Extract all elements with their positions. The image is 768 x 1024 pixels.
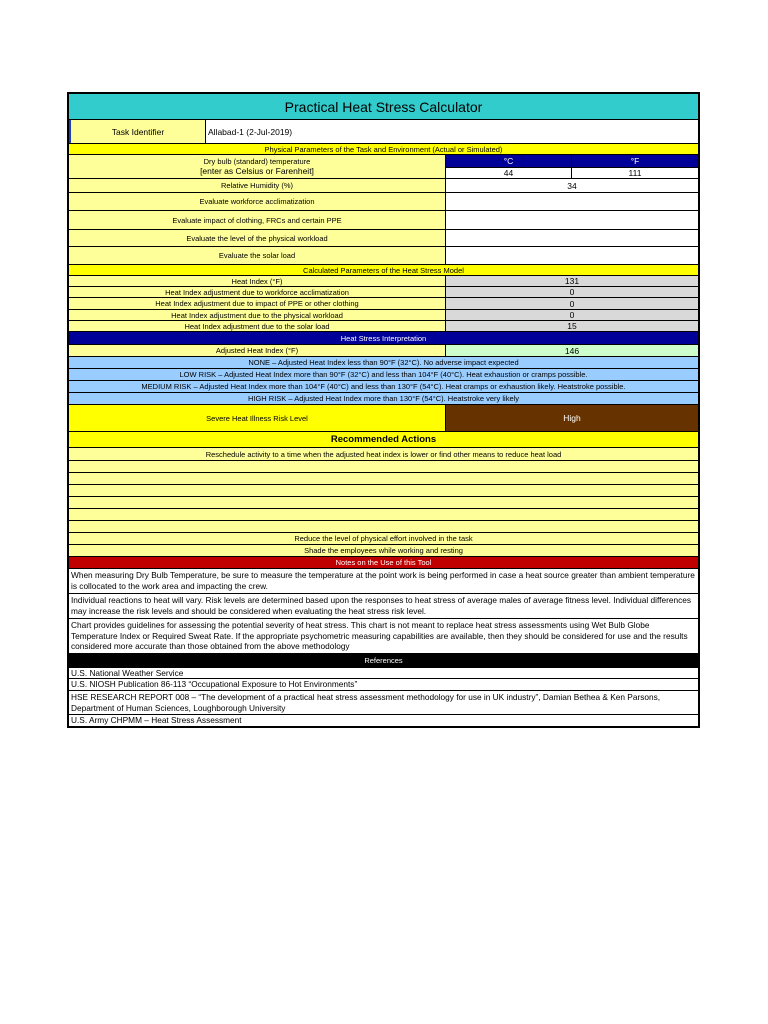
acclimatization-select[interactable] xyxy=(446,193,698,210)
action-item xyxy=(69,509,698,520)
celsius-header: °C xyxy=(446,155,572,167)
calc-value: 131 xyxy=(446,276,698,286)
dry-bulb-label: Dry bulb (standard) temperature xyxy=(203,157,311,166)
task-identifier-label: Task Identifier xyxy=(69,120,206,143)
workload-select[interactable] xyxy=(446,230,698,246)
severe-risk-label: Severe Heat Illness Risk Level xyxy=(69,405,446,431)
dry-bulb-label-cell xyxy=(69,155,446,178)
reference-item: U.S. National Weather Service xyxy=(71,668,184,678)
notes-header: Notes on the Use of this Tool xyxy=(69,557,698,568)
calc-label: Heat Index adjustment due to workforce acclimatization xyxy=(69,287,446,297)
action-item xyxy=(69,521,698,532)
interpretation-header: Heat Stress Interpretation xyxy=(69,332,698,344)
action-item: Shade the employees while working and resting xyxy=(69,545,698,556)
action-item: Reduce the level of physical effort involved in the task xyxy=(69,533,698,544)
dry-bulb-hint: [enter as Celsius or Farenheit] xyxy=(200,166,314,176)
heat-stress-sheet xyxy=(67,92,700,728)
temperature-block xyxy=(446,155,698,178)
risk-level-none: NONE – Adjusted Heat Index less than 90°F (32°C). No adverse impact expected xyxy=(69,357,698,368)
fahrenheit-header: °F xyxy=(572,155,698,167)
action-item xyxy=(69,473,698,484)
relative-humidity-input[interactable]: 34 xyxy=(567,180,577,191)
note-item: When measuring Dry Bulb Temperature, be sure to measure the temperature at the point work is being performed in case a heat source greater than ambient temperature is collocated to the work area and impacting the crew. xyxy=(71,570,695,591)
temperature-celsius-input[interactable]: 44 xyxy=(446,168,572,178)
calc-value: 0 xyxy=(446,310,698,320)
action-item xyxy=(69,497,698,508)
note-item: Chart provides guidelines for assessing the potential severity of heat stress. This chart is not meant to replace heat stress assessments using Wet Bulb Globe Temperature Index or Required Sweat Rate. If the appropriate psychometric measuring capabilities are available, then they should be considered for use and the results considered more accurate than those obtained from the above methodology xyxy=(71,620,688,651)
action-item xyxy=(69,461,698,472)
calculated-parameters-header: Calculated Parameters of the Heat Stress Model xyxy=(69,265,698,275)
clothing-select[interactable] xyxy=(446,211,698,229)
workload-label: Evaluate the level of the physical workload xyxy=(69,230,446,246)
reference-item: U.S. Army CHPMM – Heat Stress Assessment xyxy=(71,715,242,726)
solar-load-label: Evaluate the solar load xyxy=(69,247,446,264)
acclimatization-label: Evaluate workforce acclimatization xyxy=(69,193,446,210)
reference-item: U.S. NIOSH Publication 86-113 “Occupational Exposure to Hot Environments” xyxy=(71,679,358,690)
action-item: Reschedule activity to a time when the adjusted heat index is lower or find other means to reduce heat load xyxy=(69,448,698,460)
task-identifier-input[interactable]: Allabad-1 (2-Jul-2019) xyxy=(208,126,293,137)
relative-humidity-label: Relative Humidity (%) xyxy=(69,179,446,192)
physical-parameters-header: Physical Parameters of the Task and Environment (Actual or Simulated) xyxy=(69,144,698,154)
calc-value: 15 xyxy=(446,321,698,331)
temperature-fahrenheit-input[interactable]: 111 xyxy=(628,168,642,178)
calc-label: Heat Index adjustment due to impact of PPE or other clothing xyxy=(69,298,446,309)
solar-load-select[interactable] xyxy=(446,247,698,264)
note-item: Individual reactions to heat will vary. Risk levels are determined based upon the responses to heat stress of average males of average fitness level. Individual differences may increase the risk levels and should be considered when evaluating the heat stress risk level. xyxy=(71,595,691,616)
page-title: Practical Heat Stress Calculator xyxy=(69,94,698,119)
calc-label: Heat Index adjustment due to the solar load xyxy=(69,321,446,331)
calc-value: 0 xyxy=(446,287,698,297)
clothing-label: Evaluate impact of clothing, FRCs and certain PPE xyxy=(69,211,446,229)
calc-label: Heat Index adjustment due to the physical workload xyxy=(69,310,446,320)
calc-label: Heat Index (°F) xyxy=(69,276,446,286)
reference-item: HSE RESEARCH REPORT 008 – “The development of a practical heat stress assessment methodology for use in UK industry”, Damian Bethea & Ken Parsons, Department of Human Sciences, Loughborough University xyxy=(71,692,661,713)
action-item xyxy=(69,485,698,496)
severe-risk-value: High xyxy=(446,405,698,431)
references-header: References xyxy=(69,654,698,667)
calc-value: 0 xyxy=(446,298,698,309)
risk-level-medium: MEDIUM RISK – Adjusted Heat Index more than 104°F (40°C) and less than 130°F (54°C). Heat cramps or exhaustion likely. Heatstroke possible. xyxy=(69,381,698,392)
risk-level-low: LOW RISK – Adjusted Heat Index more than 90°F (32°C) and less than 104°F (40°C). Heat exhaustion or cramps possible. xyxy=(69,369,698,380)
recommended-actions-header: Recommended Actions xyxy=(69,432,698,447)
adjusted-heat-index-label: Adjusted Heat Index (°F) xyxy=(69,345,446,356)
risk-level-high: HIGH RISK – Adjusted Heat Index more than 130°F (54°C). Heatstroke very likely xyxy=(69,393,698,404)
adjusted-heat-index-value: 146 xyxy=(446,345,698,356)
